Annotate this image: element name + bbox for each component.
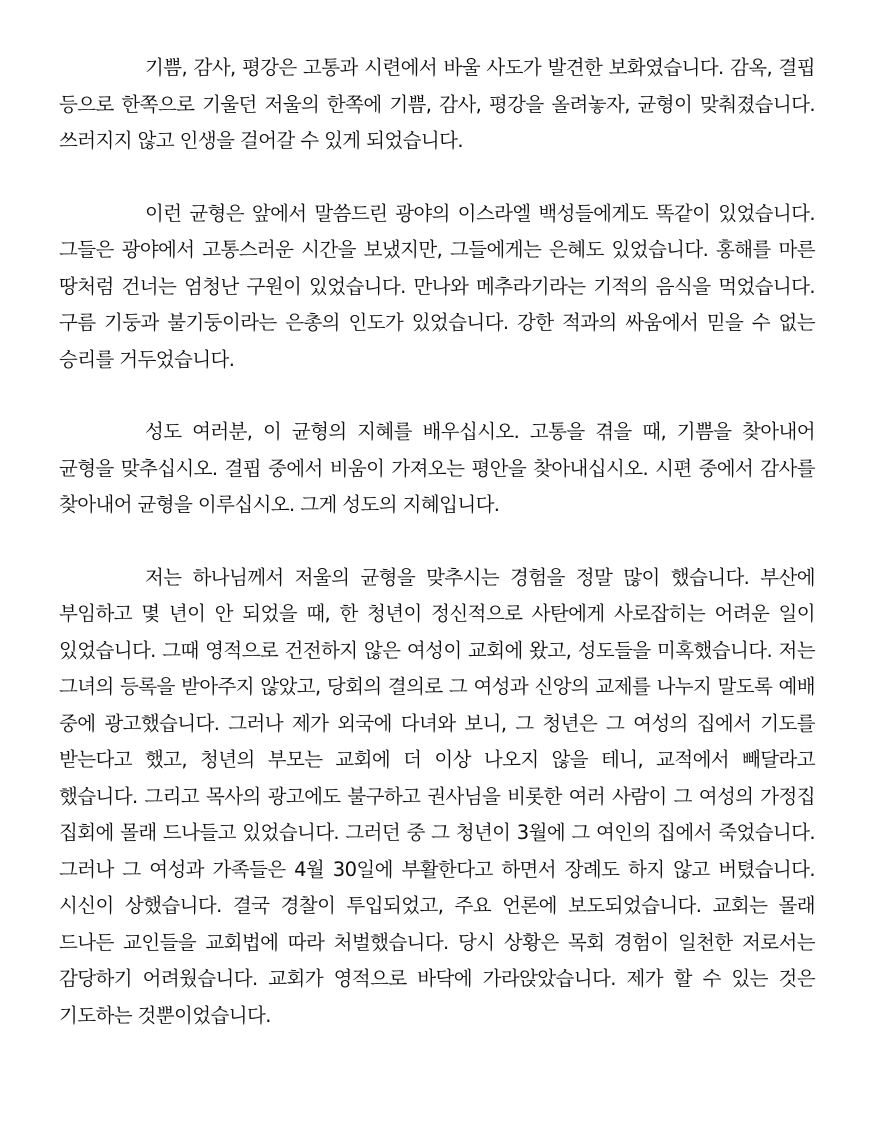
- paragraph-2: 이런 균형은 앞에서 말씀드린 광야의 이스라엘 백성들에게도 똑같이 있었습니다. 그들은 광야에서 고통스러운 시간을 보냈지만, 그들에게는 은혜도 있었습니다. 홍해를 마른 땅처럼 건너는 엄청난 구원이 있었습니다. 만나와 메추라기라는 기적의 음식을 먹었습니다. 구름 기둥과 불기둥이라는 은총의 인도가 있었습니다. 강한 적과의 싸움에서 믿을 수 없는 승리를 거두었습니다.: [59, 201, 815, 371]
- paragraph-3: 성도 여러분, 이 균형의 지혜를 배우십시오. 고통을 겪을 때, 기쁨을 찾아내어 균형을 맞추십시오. 결핍 중에서 비움이 가져오는 평안을 찾아내십시오. 시편 중에서 감사를 찾아내어 균형을 이루십시오. 그게 성도의 지혜입니다.: [59, 420, 815, 516]
- document-page: [59, 50, 815, 1034]
- paragraph-1: 기쁨, 감사, 평강은 고통과 시련에서 바울 사도가 발견한 보화였습니다. 감옥, 결핍 등으로 한쪽으로 기울던 저울의 한쪽에 기쁨, 감사, 평강을 올려놓자, 균형이 맞춰졌습니다. 쓰러지지 않고 인생을 걸어갈 수 있게 되었습니다.: [59, 56, 815, 152]
- paragraph-4: 저는 하나님께서 저울의 균형을 맞추시는 경험을 정말 많이 했습니다. 부산에 부임하고 몇 년이 안 되었을 때, 한 청년이 정신적으로 사탄에게 사로잡히는 어려운 일이 있었습니다. 그때 영적으로 건전하지 않은 여성이 교회에 왔고, 성도들을 미혹했습니다. 저는 그녀의 등록을 받아주지 않았고, 당회의 결의로 그 여성과 신앙의 교제를 나누지 말도록 예배 중에 광고했습니다. 그러나 제가 외국에 다녀와 보니, 그 청년은 그 여성의 집에서 기도를 받는다고 했고, 청년의 부모는 교회에 더 이상 나오지 않을 테니, 교적에서 빼달라고 했습니다. 그리고 목사의 광고에도 불구하고 권사님을 비롯한 여러 사람이 그 여성의 가정집 집회에 몰래 드나들고 있었습니다. 그러던 중 그 청년이 3월에 그 여인의 집에서 죽었습니다. 그러나 그 여성과 가족들은 4월 30일에 부활한다고 하면서 장례도 하지 않고 버텼습니다. 시신이 상했습니다. 결국 경찰이 투입되었고, 주요 언론에 보도되었습니다. 교회는 몰래 드나든 교인들을 교회법에 따라 처벌했습니다. 당시 상황은 목회 경험이 일천한 저로서는 감당하기 어려웠습니다. 교회가 영적으로 바닥에 가라앉았습니다. 제가 할 수 있는 것은 기도하는 것뿐이었습니다.: [59, 565, 815, 1027]
